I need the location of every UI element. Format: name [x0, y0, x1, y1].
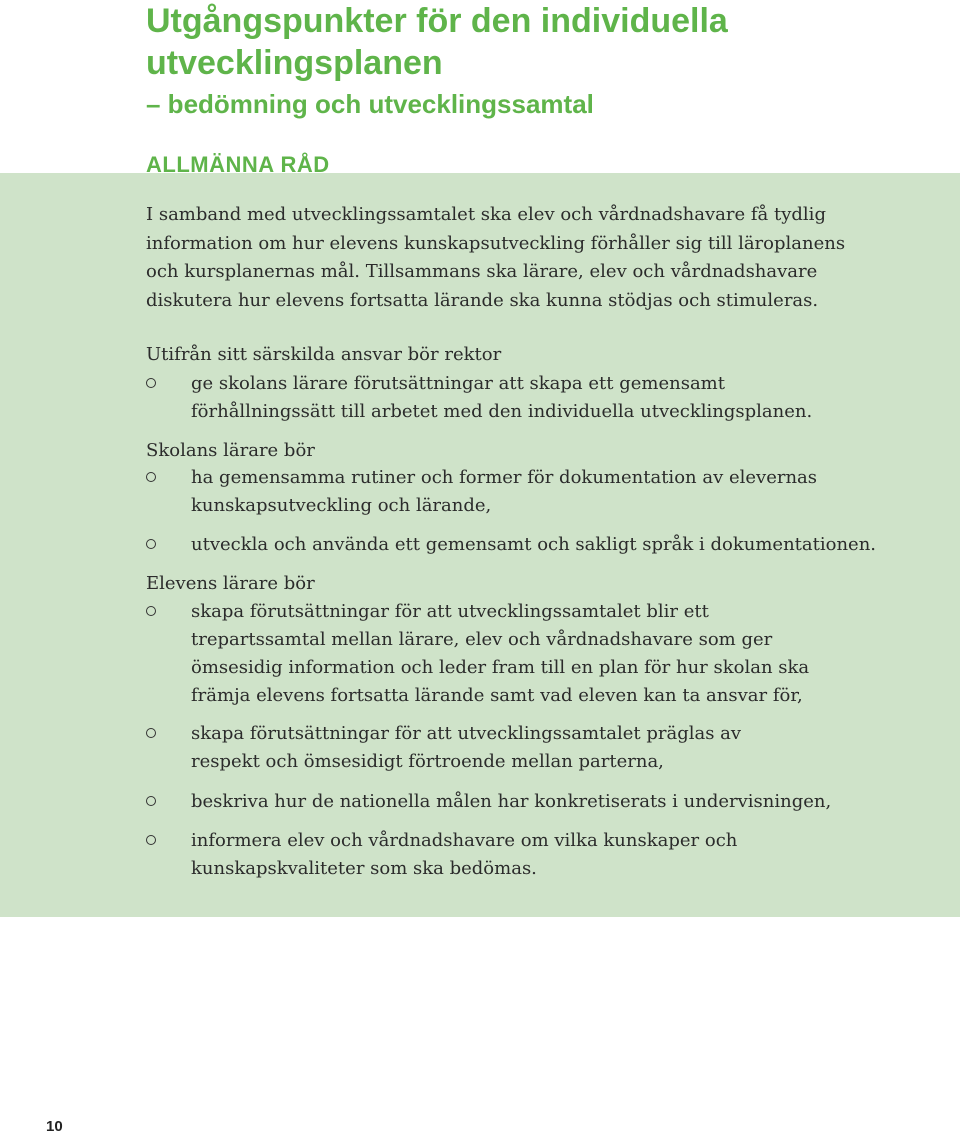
bullet-icon [146, 835, 156, 845]
intro-paragraph: I samband med utvecklingssamtalet ska elev och vårdnadshavare få tydlig information om hur elevens kunskapsutveckling förhåller sig till läroplanens och kursplanernas mål. Tillsammans ska lärare, elev och vårdnadshavare diskutera hur elevens fortsatta lärande ska kunna stödjas och stimuleras. [146, 204, 846, 311]
list-item-text: skapa förutsättningar för att utvecklingssamtalet präglas av respekt och ömsesidigt förtroende mellan parterna, [191, 723, 742, 772]
bullet-icon [146, 539, 156, 549]
bullet-icon [146, 378, 156, 388]
page-title: Utgångspunkter för den individuella utvecklingsplanen [146, 2, 728, 82]
bullet-icon [146, 796, 156, 806]
section-heading: ALLMÄNNA RÅD [146, 152, 330, 177]
bullet-icon [146, 728, 156, 738]
list-item-text: utveckla och använda ett gemensamt och sakligt språk i dokumentationen. [191, 534, 877, 555]
lead-elevens-larare: Elevens lärare bör [146, 573, 315, 594]
list-item-text: beskriva hur de nationella målen har konkretiserats i undervisningen, [191, 791, 832, 812]
page-number: 10 [46, 1118, 63, 1135]
list-item-text: informera elev och vårdnadshavare om vilka kunskaper och kunskapskvaliteter som ska bedömas. [191, 830, 738, 879]
bullet-icon [146, 606, 156, 616]
list-item-text: ha gemensamma rutiner och former för dokumentation av elevernas kunskapsutveckling och lärande, [191, 467, 818, 516]
lead-rektor: Utifrån sitt särskilda ansvar bör rektor [146, 344, 502, 365]
lead-skolans-larare: Skolans lärare bör [146, 440, 315, 461]
list-item-text: ge skolans lärare förutsättningar att skapa ett gemensamt förhållningssätt till arbetet med den individuella utvecklingsplanen. [191, 373, 813, 422]
page-subtitle: – bedömning och utvecklingssamtal [146, 89, 594, 119]
list-item-text: skapa förutsättningar för att utvecklingssamtalet blir ett trepartssamtal mellan lärare, elev och vårdnadshavare som ger ömsesidig information och leder fram till en plan för hur skolan ska främja elevens fortsatta lärande samt vad eleven kan ta ansvar för, [191, 601, 810, 706]
bullet-icon [146, 472, 156, 482]
